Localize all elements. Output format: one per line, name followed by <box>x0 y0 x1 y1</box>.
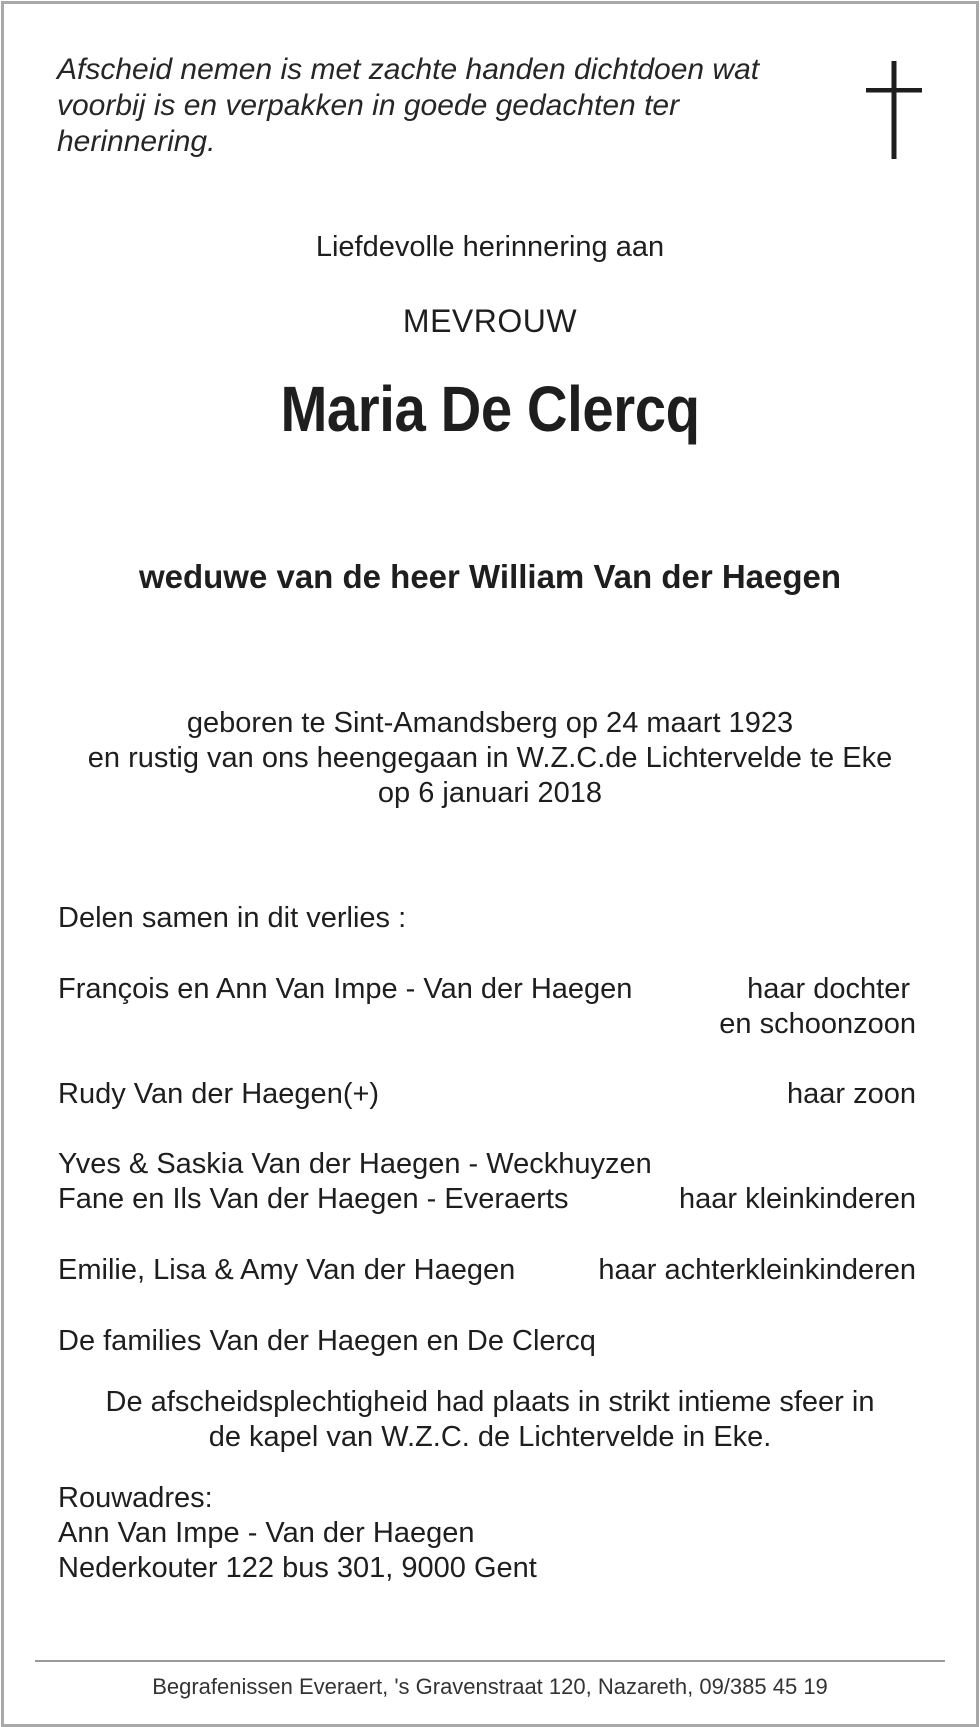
footer-divider <box>35 1660 945 1662</box>
address-label: Rouwadres: <box>58 1482 213 1514</box>
ceremony-line: De afscheidsplechtigheid had plaats in strikt intieme sfeer in <box>105 1386 875 1418</box>
relation-label: haar achterkleinkinderen <box>598 1254 916 1286</box>
relative-names: François en Ann Van Impe - Van der Haegen <box>58 973 633 1005</box>
deceased-name: Maria De Clercq <box>280 373 700 445</box>
ceremony-notice <box>0 1385 980 1455</box>
quote-line: voorbij is en verpakken in goede gedachten ter <box>57 89 680 122</box>
share-intro: Delen samen in dit verlies : <box>58 902 407 934</box>
birth-death-line: geboren te Sint-Amandsberg op 24 maart 1923 <box>186 707 794 739</box>
quote-line: Afscheid nemen is met zachte handen dichtdoen wat <box>57 53 760 86</box>
ceremony-line: de kapel van W.Z.C. de Lichtervelde in Eke. <box>208 1421 772 1453</box>
address-street: Nederkouter 122 bus 301, 9000 Gent <box>58 1552 537 1584</box>
relative-names: Rudy Van der Haegen(+) <box>58 1078 380 1110</box>
relation-label: haar kleinkinderen <box>679 1183 916 1215</box>
relation-label: haar zoon <box>787 1078 916 1110</box>
relative-names: Yves & Saskia Van der Haegen - Weckhuyzen <box>58 1148 652 1180</box>
farewell-quote <box>57 52 837 160</box>
birth-death-line: op 6 januari 2018 <box>377 777 603 809</box>
honorific: MEVROUW <box>402 303 578 339</box>
latin-cross-icon <box>866 61 922 159</box>
intro-text: Liefdevolle herinnering aan <box>315 231 665 263</box>
address-name: Ann Van Impe - Van der Haegen <box>58 1517 475 1549</box>
relation-label: en schoonzoon <box>719 1008 916 1040</box>
quote-line: herinnering. <box>57 125 216 158</box>
relation-label: haar dochter <box>747 973 910 1005</box>
mourning-address <box>58 1481 537 1586</box>
birth-death-info <box>0 706 980 811</box>
relative-names: Emilie, Lisa & Amy Van der Haegen <box>58 1254 516 1286</box>
relative-names: Fane en Ils Van der Haegen - Everaerts <box>58 1183 569 1215</box>
birth-death-line: en rustig van ons heengegaan in W.Z.C.de Lichtervelde te Eke <box>87 742 893 774</box>
relative-names: De families Van der Haegen en De Clercq <box>58 1325 596 1357</box>
funeral-home-footer: Begrafenissen Everaert, 's Gravenstraat 120, Nazareth, 09/385 45 19 <box>152 1674 828 1699</box>
widow-of: weduwe van de heer William Van der Haegen <box>138 558 842 595</box>
